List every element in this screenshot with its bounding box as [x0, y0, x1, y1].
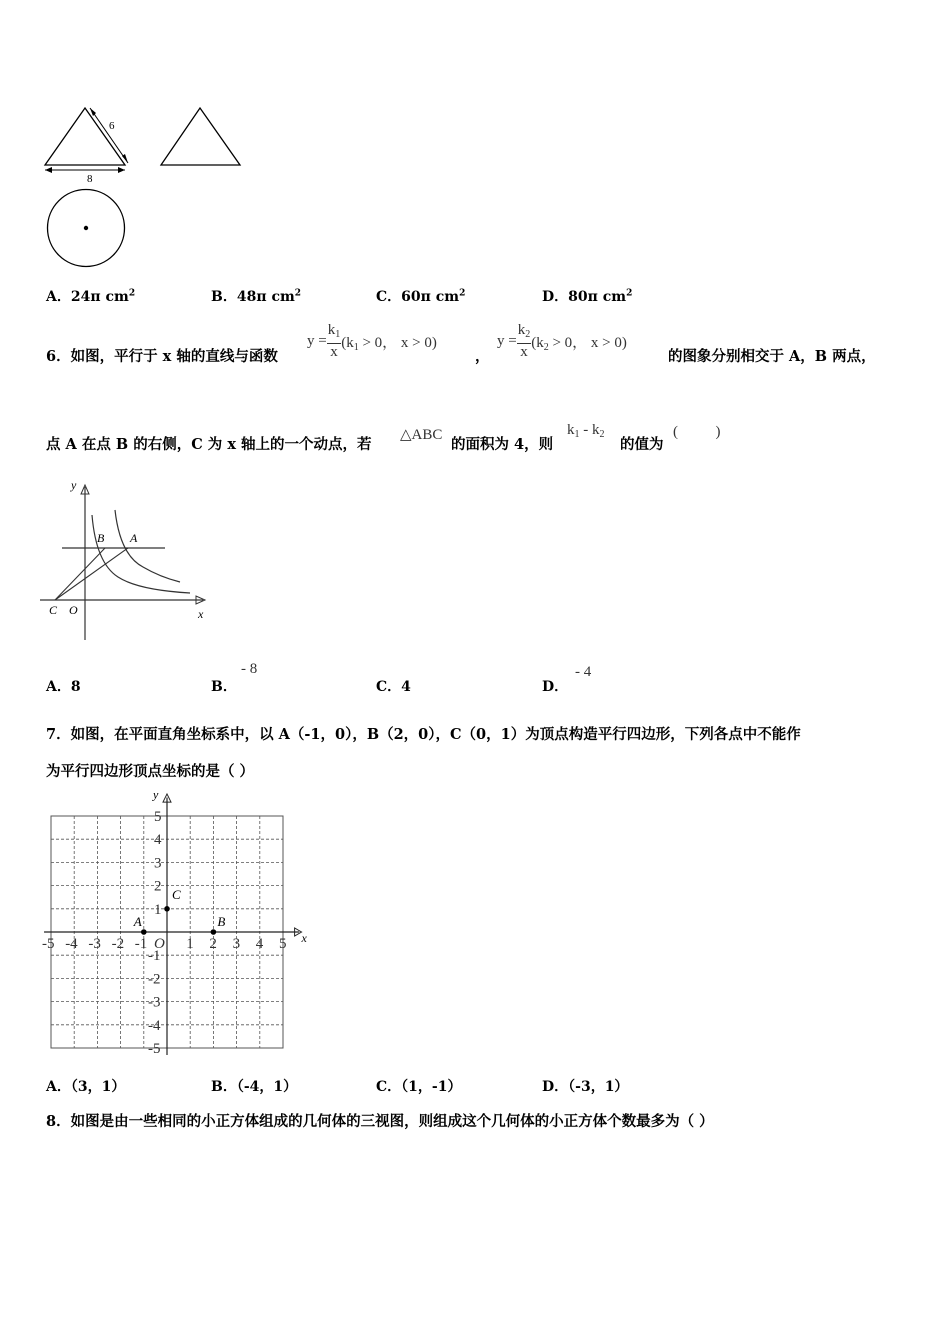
q6-k-expression [567, 422, 605, 440]
q7-option-c-value: （1，-1） [401, 1079, 462, 1095]
q6-f1-num: k [327, 322, 336, 338]
q7-option-b[interactable] [211, 1076, 297, 1096]
q6-graph [40, 475, 220, 645]
q5-base-arrow-right [118, 167, 125, 173]
q8-text: 8．如图是由一些相同的小正方体组成的几何体的三视图，则组成这个几何体的小正方体个数最多为（ ） [46, 1113, 714, 1130]
q6-line1-prefix: 6．如图，平行于 x 轴的直线与函数 [46, 348, 278, 365]
q6-option-b-letter: B． [211, 679, 237, 695]
q5-option-a-sup: 2 [128, 288, 136, 299]
q7-point-a [141, 929, 147, 935]
q5-option-a-letter: A． [46, 289, 71, 305]
q6-option-d-value: - 4 [575, 664, 592, 680]
q6-line2-prefix: 点 A 在点 B 的右侧，C 为 x 轴上的一个动点，若 [46, 436, 372, 453]
q7-y-tick-label: -3 [148, 994, 161, 1011]
q6-function-2 [497, 322, 627, 361]
q6-option-d-letter: D． [542, 679, 569, 695]
q6-f2-fraction [517, 322, 532, 361]
q7-option-d[interactable] [542, 1076, 628, 1096]
q7-option-a[interactable] [46, 1076, 125, 1096]
q5-front-view-triangle [45, 108, 125, 165]
q7-option-d-value: （-3，1） [568, 1079, 629, 1095]
q7-coordinate-grid [42, 787, 314, 1060]
q7-point-c [164, 906, 170, 912]
q7-option-b-letter: B． [211, 1079, 237, 1095]
q7-option-a-letter: A． [46, 1079, 71, 1095]
q5-side-view-triangle [161, 108, 240, 165]
q7-point-label-c: C [172, 886, 181, 902]
q5-option-d-sup: 2 [626, 288, 633, 299]
q7-option-a-value: （3，1） [70, 1079, 126, 1095]
q7-x-axis-label: x [301, 931, 307, 945]
q7-x-tick-label: 2 [209, 936, 217, 952]
q6-option-b-value: - 8 [241, 661, 258, 677]
q5-option-b-letter: B． [211, 289, 237, 305]
q7-x-tick-label: 3 [232, 936, 241, 952]
q5-base-label: 8 [87, 173, 93, 185]
q6-option-c-letter: C． [376, 679, 402, 695]
q7-x-tick-label: -3 [88, 936, 101, 952]
q7-y-tick-label: -4 [148, 1017, 161, 1034]
q6-option-c-value: 4 [401, 679, 411, 695]
q6-segment-ca [55, 548, 128, 600]
q5-slant-label: 6 [109, 120, 115, 132]
q7-option-c-letter: C． [376, 1079, 402, 1095]
q6-option-c[interactable] [376, 676, 411, 696]
q7-y-tick-label: 4 [154, 832, 162, 849]
q6-option-a-letter: A． [46, 679, 71, 695]
q6-function-1 [307, 322, 437, 361]
q7-point-b [211, 929, 217, 935]
q6-option-a-value: 8 [70, 679, 81, 695]
q7-line1: 7．如图，在平面直角坐标系中，以 A（-1，0），B（2，0），C（0，1）为顶点构造平行四边形，下列各点中不能作 [46, 726, 801, 743]
q6-f1-lhs: y = [307, 333, 327, 349]
q5-option-b-value: 48π cm [236, 289, 295, 305]
q7-y-axis-label: y [153, 787, 159, 802]
q7-option-d-letter: D． [542, 1079, 569, 1095]
q6-line2-suffix: 的值为 [620, 436, 664, 453]
q6-line1-suffix: 的图象分别相交于 A，B 两点， [668, 348, 876, 365]
q6-label-o: O [69, 603, 78, 617]
q5-option-d-letter: D． [542, 289, 569, 305]
q6-k2-sub: 2 [599, 429, 605, 440]
q7-point-label-b: B [217, 914, 226, 929]
q6-answer-blank: ( ) [673, 424, 721, 440]
q7-point-label-a: A [133, 914, 142, 929]
q5-option-a[interactable] [46, 286, 135, 306]
q6-f1-cond-rest: > 0， x > 0) [358, 334, 437, 351]
q6-f2-num-sub: 2 [525, 329, 531, 340]
q7-option-c[interactable] [376, 1076, 461, 1096]
q7-y-tick-label: 2 [154, 878, 162, 895]
q5-option-c-value: 60π cm [401, 289, 460, 305]
q6-k1: k [567, 422, 575, 438]
q6-f1-num-sub: 1 [335, 329, 341, 340]
q5-option-c-letter: C． [376, 289, 402, 305]
q5-option-b-sup: 2 [294, 288, 302, 299]
q6-f2-num: k [517, 322, 526, 338]
q6-option-b[interactable] [211, 676, 237, 696]
q5-option-c[interactable] [376, 286, 465, 306]
q6-label-c: C [49, 603, 58, 617]
q7-x-tick-label: O [154, 936, 165, 952]
q7-x-tick-label: 4 [255, 936, 264, 952]
q6-triangle-abc: △ABC [400, 427, 443, 443]
q6-f1-cond-open: (k [341, 334, 354, 351]
q7-x-tick-label: 5 [279, 936, 287, 952]
q6-curve-k1 [115, 510, 180, 582]
q7-y-tick-label: 1 [154, 901, 162, 918]
q6-f1-cond-sub: 1 [353, 341, 359, 353]
q6-f2-den: x [520, 344, 528, 360]
q6-label-b: B [97, 531, 105, 545]
q7-x-tick-label: -4 [65, 936, 78, 952]
q6-k1-sub: 1 [574, 429, 580, 440]
q7-x-tick-label: 1 [186, 936, 194, 952]
q5-option-a-value: 24π cm [70, 289, 129, 305]
q5-option-b[interactable] [211, 286, 301, 306]
q5-base-arrow-left [45, 167, 52, 173]
q6-k-minus: - [579, 422, 592, 438]
q7-line2: 为平行四边形顶点坐标的是（ ） [46, 763, 255, 780]
q7-y-tick-label: -2 [148, 971, 161, 988]
q6-f2-lhs: y = [497, 333, 517, 349]
q7-x-tick-label: -1 [134, 936, 148, 952]
q5-three-views-figure [40, 100, 250, 275]
q6-x-label: x [198, 607, 204, 621]
q5-option-d[interactable] [542, 286, 632, 306]
q7-x-tick-label: -5 [42, 936, 55, 952]
q6-k2: k [592, 422, 600, 438]
q5-option-d-value: 80π cm [568, 289, 627, 305]
q7-option-b-value: （-4，1） [236, 1079, 298, 1095]
q5-top-view-center-dot [84, 226, 88, 230]
q5-option-c-sup: 2 [459, 288, 466, 299]
q6-f2-cond-open: (k [531, 334, 544, 351]
q6-line2-mid: 的面积为 4，则 [451, 436, 554, 453]
q6-label-a: A [130, 531, 138, 545]
q6-segment-cb [55, 548, 105, 600]
q5-slant-dimension-line [90, 108, 128, 163]
q6-y-label: y [71, 478, 77, 492]
q7-y-tick-label: -5 [148, 1041, 161, 1057]
q6-f1-den: x [330, 344, 338, 360]
q6-separator: ， [475, 348, 490, 365]
q6-f2-cond-rest: > 0， x > 0) [548, 334, 627, 351]
q6-f1-fraction [327, 322, 342, 361]
q7-y-tick-label: 3 [154, 855, 162, 872]
q6-option-a[interactable] [46, 676, 81, 696]
q7-y-tick-label: 5 [154, 809, 162, 825]
q6-option-d[interactable] [542, 676, 568, 696]
q6-f2-cond-sub: 2 [543, 341, 549, 353]
q7-y-tick-label: -1 [148, 948, 161, 965]
q7-x-tick-label: -2 [111, 936, 125, 952]
